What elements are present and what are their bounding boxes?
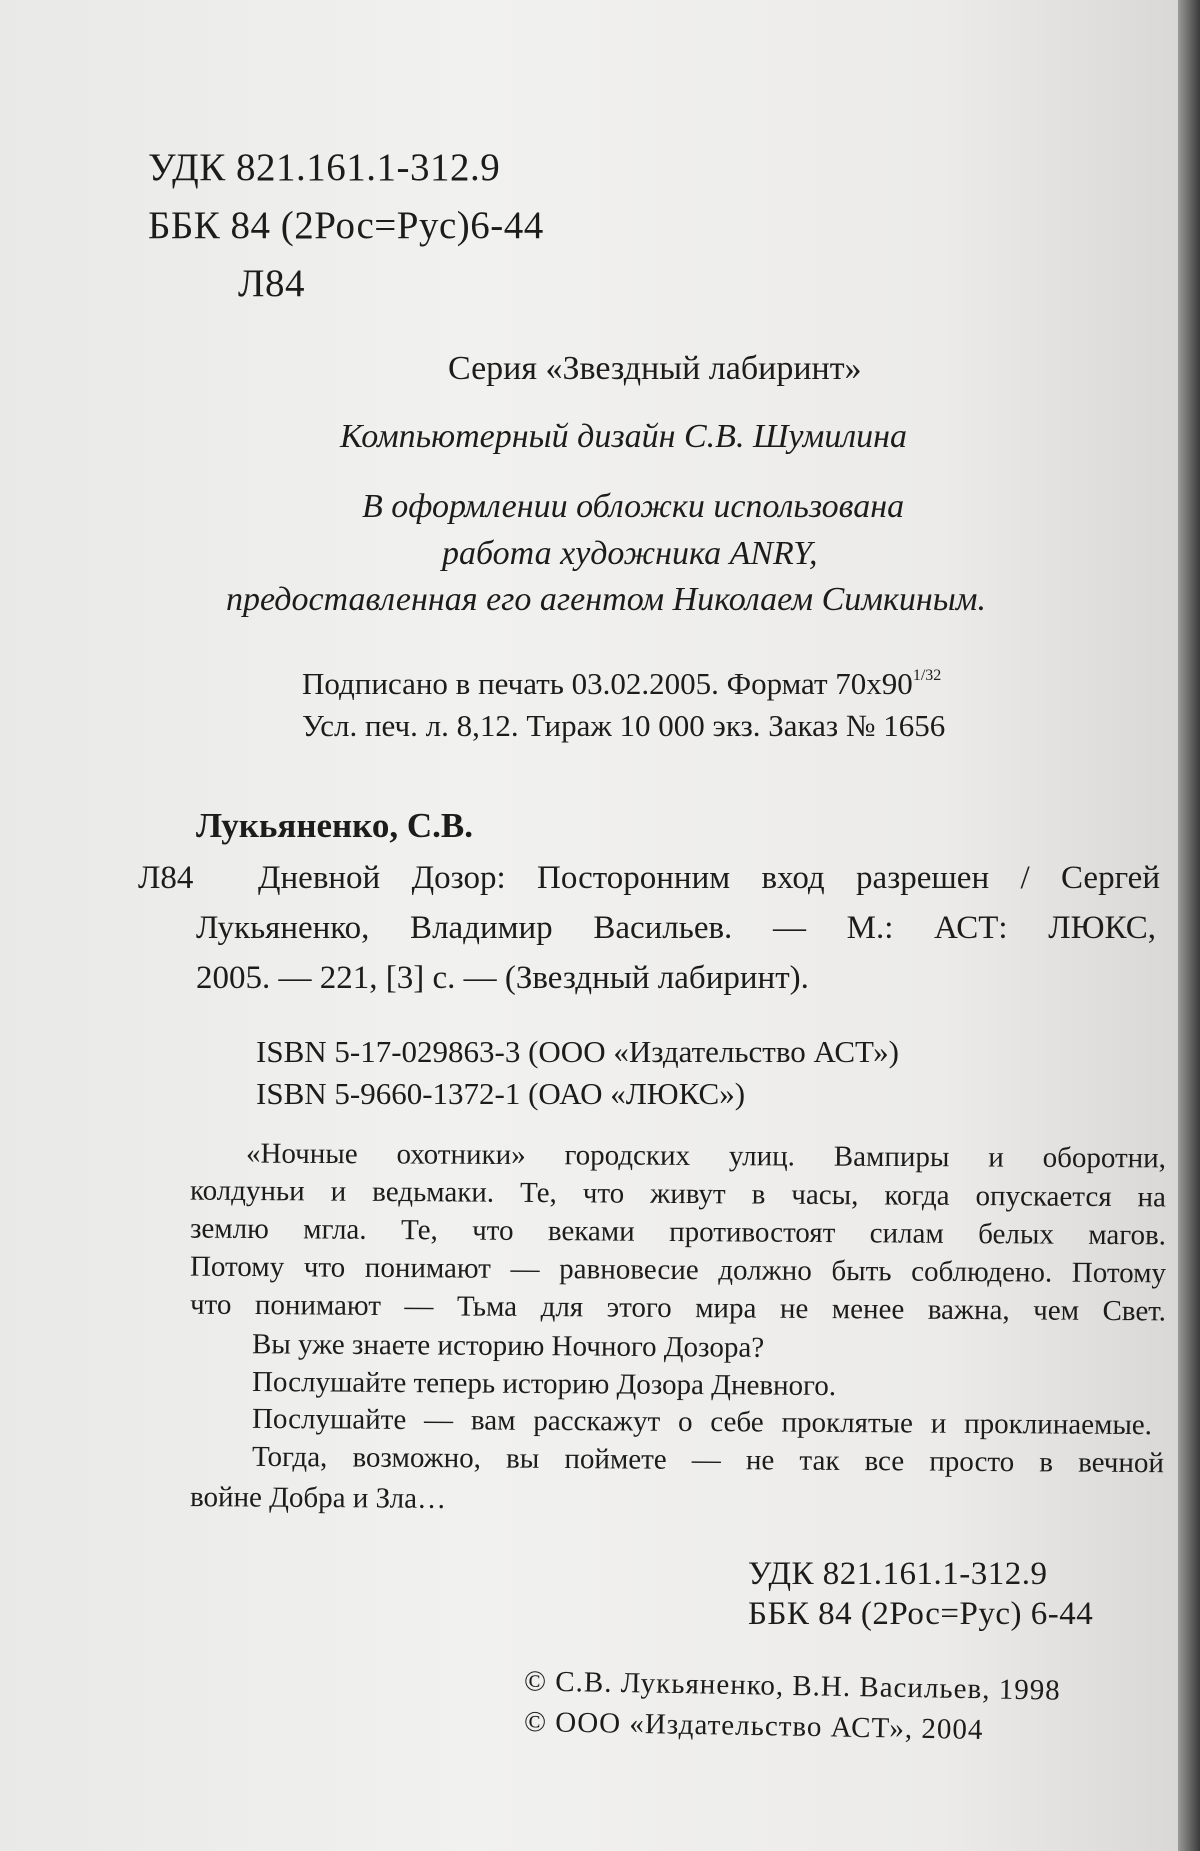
format-fraction: 1/32: [912, 667, 942, 684]
print-date-text: Подписано в печать 03.02.2005. Формат 70x90: [302, 666, 913, 701]
annotation-line-2: колдуньи и ведьмаки. Те, что живут в часы, когда опускается на: [189, 1174, 1167, 1214]
annotation-line-6: Вы уже знаете историю Ночного Дозора?: [251, 1328, 765, 1364]
udk-code: УДК 821.161.1-312.9: [148, 146, 501, 189]
print-date-format: [302, 668, 941, 699]
footer-bbk: ББК 84 (2Рос=Рус) 6-44: [748, 1596, 1094, 1632]
annotation-line-10: войне Добра и Зла…: [189, 1481, 447, 1515]
cover-credit-line-1: В оформлении обложки использована: [362, 488, 905, 525]
page-edge-shadow: [1178, 0, 1200, 1851]
catalog-entry-line-1: Дневной Дозор: Посторонним вход разрешен / Сергей: [258, 860, 1160, 896]
copyright-authors: © С.В. Лукьяненко, В.Н. Васильев, 1998: [523, 1665, 1061, 1707]
catalog-entry-line-3: 2005. — 221, [3] с. — (Звездный лабиринт).: [196, 960, 809, 996]
catalog-code: Л84: [138, 860, 194, 896]
copyright-publisher: © ООО «Издательство АСТ», 2004: [523, 1705, 984, 1747]
isbn-ast: ISBN 5-17-029863-3 (ООО «Издательство АСТ»): [256, 1034, 900, 1069]
cover-credit-line-3: предоставленная его агентом Николаем Симкиным.: [226, 581, 986, 618]
catalog-entry-line-2: Лукьяненко, Владимир Васильев. — М.: АСТ: ЛЮКС,: [196, 910, 1156, 946]
cover-credit-line-2: работа художника ANRY,: [442, 535, 818, 572]
print-run-info: Усл. печ. л. 8,12. Тираж 10 000 экз. Заказ № 1656: [302, 708, 946, 743]
author-mark: Л84: [238, 262, 305, 305]
annotation-line-4: Потому что понимают — равновесие должно быть соблюдено. Потому: [189, 1250, 1167, 1290]
bbk-code: ББК 84 (2Рос=Рус)6-44: [148, 204, 544, 247]
catalog-author: Лукьяненко, С.В.: [196, 806, 474, 845]
annotation-line-1: «Ночные охотники» городских улиц. Вампиры и оборотни,: [245, 1137, 1167, 1175]
annotation-line-5: что понимают — Тьма для этого мира не менее важна, чем Свет.: [189, 1288, 1167, 1328]
series-title: Серия «Звездный лабиринт»: [448, 350, 862, 387]
design-credit: Компьютерный дизайн С.В. Шумилина: [340, 418, 908, 455]
annotation-line-9: Тогда, возможно, вы поймете — не так все просто в вечной: [251, 1440, 1165, 1480]
isbn-lux: ISBN 5-9660-1372-1 (ОАО «ЛЮКС»): [256, 1076, 746, 1111]
annotation-line-7: Послушайте теперь историю Дозора Дневного.: [251, 1365, 837, 1403]
annotation-line-8: Послушайте — вам расскажут о себе проклятые и проклинаемые.: [251, 1402, 1153, 1442]
annotation-line-3: землю мгла. Те, что веками противостоят силам белых магов.: [189, 1212, 1167, 1252]
footer-udk: УДК 821.161.1-312.9: [748, 1556, 1048, 1592]
